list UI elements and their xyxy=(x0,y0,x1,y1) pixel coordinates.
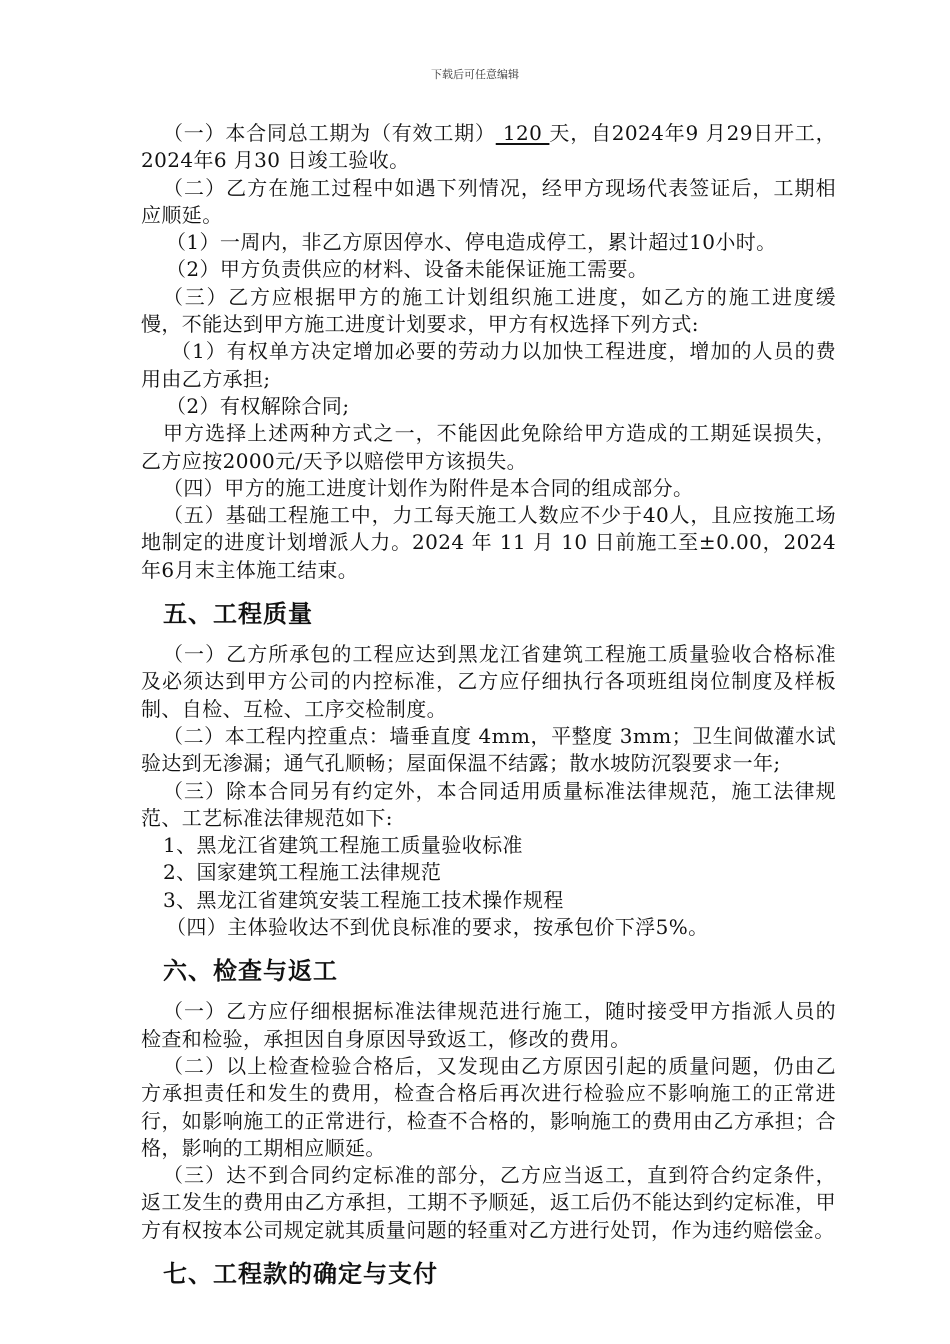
extension-item-1: （1）一周内，非乙方原因停水、停电造成停工，累计超过10小时。 xyxy=(166,230,777,255)
inspection-paragraph-2: （二）以上检查检验合格后，又发现由乙方原因引起的质量问题，仍由乙方承担责任和发生的费用，检查合格后再次进行检验应不影响施工的正常进行，如影响施工的正常进行，检查不合格的，影响施工的费用由乙方承担；合格，影响的工期相应顺延。 xyxy=(141,1053,836,1160)
option-1: （1）有权单方决定增加必要的劳动力以加快工程进度，增加的人员的费用由乙方承担; xyxy=(141,339,836,391)
duration-suffix: 天，自2024年9 月29日开工，2024年6 月30 日竣工验收。 xyxy=(141,121,837,173)
document-body xyxy=(141,120,836,1301)
option-note: 甲方选择上述两种方式之一，不能因此免除给甲方造成的工期延误损失，乙方应按2000元/天予以赔偿甲方该损失。 xyxy=(141,421,836,473)
option-2: （2）有权解除合同; xyxy=(166,393,350,418)
standard-item-1: 1、黑龙江省建筑工程施工质量验收标准 xyxy=(163,833,523,858)
quality-paragraph-3: （三）除本合同另有约定外，本合同适用质量标准法律规范，施工法律规范、工艺标准法律规范如下: xyxy=(141,778,836,830)
extension-item-2: （2）甲方负责供应的材料、设备未能保证施工需要。 xyxy=(166,257,649,282)
quality-paragraph-1: （一）乙方所承包的工程应达到黑龙江省建筑工程施工质量验收合格标准及必须达到甲方公司的内控标准，乙方应仔细执行各项班组岗位制度及样板制、自检、互检、工序交检制度。 xyxy=(141,642,836,721)
foundation-paragraph: （五）基础工程施工中，力工每天施工人数应不少于40人，且应按施工场地制定的进度计划增派人力。2024 年 11 月 10 日前施工至±0.00，2024年6月末主体施工结束。 xyxy=(141,503,836,582)
section-heading-quality: 五、工程质量 xyxy=(163,600,313,629)
standard-item-2: 2、国家建筑工程施工法律规范 xyxy=(163,860,442,885)
progress-paragraph: （三）乙方应根据甲方的施工计划组织施工进度，如乙方的施工进度缓慢，不能达到甲方施工进度计划要求，甲方有权选择下列方式: xyxy=(141,284,836,337)
duration-prefix: （一）本合同总工期为（有效工期） xyxy=(163,121,496,145)
quality-paragraph-2: （二）本工程内控重点：墙垂直度 4mm，平整度 3mm；卫生间做灌水试验达到无渗漏；通气孔顺畅；屋面保温不结露；散水坡防沉裂要求一年; xyxy=(141,723,836,776)
inspection-paragraph-1: （一）乙方应仔细根据标准法律规范进行施工，随时接受甲方指派人员的检查和检验，承担因自身原因导致返工，修改的费用。 xyxy=(141,999,836,1051)
section-heading-payment: 七、工程款的确定与支付 xyxy=(163,1259,438,1288)
schedule-attachment: （四）甲方的施工进度计划作为附件是本合同的组成部分。 xyxy=(163,475,694,500)
page-header: 下载后可任意编辑 xyxy=(431,68,519,81)
quality-paragraph-4: （四）主体验收达不到优良标准的要求，按承包价下浮5%。 xyxy=(166,915,709,940)
standard-item-3: 3、黑龙江省建筑安装工程施工技术操作规程 xyxy=(163,887,564,912)
inspection-paragraph-3: （三）达不到合同约定标准的部分，乙方应当返工，直到符合约定条件，返工发生的费用由乙方承担，工期不予顺延，返工后仍不能达到约定标准，甲方有权按本公司规定就其质量问题的轻重对乙方进行处罚，作为违约赔偿金。 xyxy=(141,1163,836,1242)
duration-days: 120 xyxy=(495,121,550,145)
extension-paragraph: （二）乙方在施工过程中如遇下列情况，经甲方现场代表签证后，工期相应顺延。 xyxy=(141,175,836,227)
section-heading-inspection: 六、检查与返工 xyxy=(163,957,338,986)
duration-paragraph xyxy=(141,120,836,175)
